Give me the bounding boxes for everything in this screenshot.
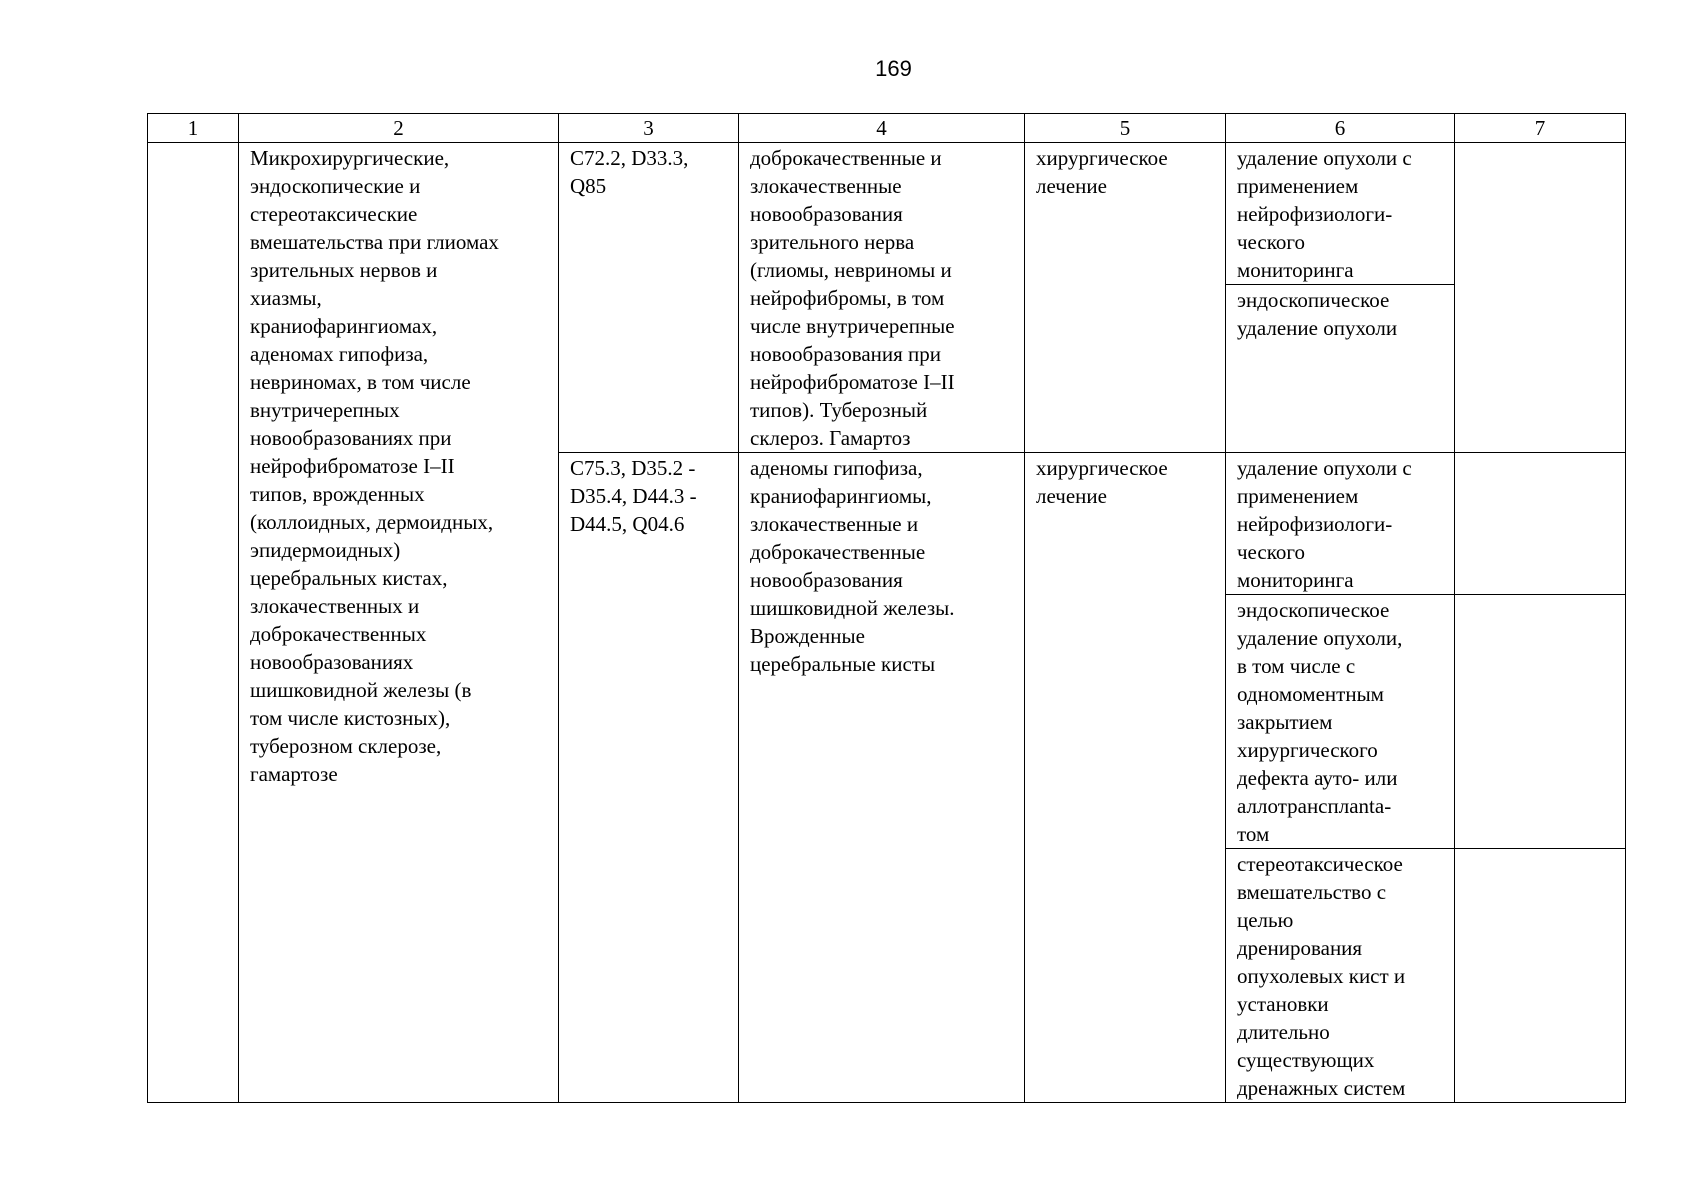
text-line: краниофарингиомах, — [250, 314, 438, 338]
patient-model-text — [750, 144, 1014, 452]
icd-codes-text — [570, 144, 728, 200]
text-line: хирургического — [1237, 738, 1378, 762]
text-line: церебральные кисты — [750, 652, 936, 676]
text-line: лечение — [1036, 174, 1107, 198]
text-line: эндоскопическое — [1237, 598, 1390, 622]
text-line: аллотрансплanta- — [1237, 794, 1392, 818]
text-line: злокачественные — [750, 174, 902, 198]
text-line: удаление опухоли — [1237, 316, 1398, 341]
column-number-row — [148, 114, 1626, 143]
text-line: зрительных нервов и — [250, 258, 438, 282]
text-line: эндоскопические и — [250, 174, 421, 198]
text-line: хирургическое — [1036, 146, 1168, 170]
text-line: целью — [1237, 908, 1294, 932]
text-line: применением — [1237, 484, 1359, 508]
treatment-method-cell — [1226, 453, 1455, 595]
text-line: эндоскопическое — [1237, 288, 1390, 313]
text-line: (коллоидных, дермоидных, — [250, 510, 494, 534]
text-line: ческого — [1237, 540, 1305, 564]
text-line: мониторинга — [1237, 258, 1354, 282]
text-line: шишковидной железы. — [750, 596, 955, 620]
text-line: нейрофиброматозе I–II — [250, 454, 455, 478]
empty-cell — [1455, 849, 1626, 1103]
text-line: доброкачественных — [250, 622, 427, 646]
text-line: ческого — [1237, 230, 1305, 254]
treatment-method-cell — [1226, 849, 1455, 1103]
text-line: длительно — [1237, 1020, 1330, 1044]
text-line: том числе кистозных), — [250, 706, 451, 730]
text-line: одномоментным — [1237, 682, 1384, 706]
empty-cell — [1455, 595, 1626, 849]
text-line: невриномах, в том числе — [250, 370, 471, 394]
col-header-7: 7 — [1455, 114, 1626, 143]
empty-cell — [1455, 143, 1626, 453]
intervention-cell — [239, 143, 559, 1103]
text-line: гамартозе — [250, 762, 338, 786]
treatment-type-text — [1036, 144, 1215, 200]
text-line: нейрофизиологи- — [1237, 202, 1393, 226]
text-line: новообразования при — [750, 342, 942, 366]
text-line: нейрофибромы, в том — [750, 286, 945, 310]
col-header-2: 2 — [239, 114, 559, 143]
medical-care-table — [147, 113, 1626, 1103]
text-line: удаление опухоли, — [1237, 626, 1403, 650]
treatment-method-text — [1237, 454, 1444, 594]
text-line: том — [1237, 822, 1270, 846]
text-line: D44.5, Q04.6 — [570, 512, 685, 536]
text-line: типов). Туберозный — [750, 398, 928, 422]
text-line: церебральных кистах, — [250, 566, 448, 590]
text-line: числе внутричерепные — [750, 314, 955, 338]
text-line: новообразования — [750, 568, 903, 592]
col-header-6: 6 — [1226, 114, 1455, 143]
icd-codes-cell — [559, 143, 739, 453]
table-row — [148, 143, 1626, 285]
treatment-method-text — [1237, 850, 1444, 1102]
text-line: Микрохирургические, — [250, 146, 450, 170]
text-line: закрытием — [1237, 710, 1333, 734]
text-line: Врожденные — [750, 624, 865, 648]
patient-model-text — [750, 454, 1014, 678]
text-line: новообразования — [750, 202, 903, 226]
text-line: краниофарингиомы, — [750, 484, 932, 508]
text-line: C72.2, D33.3, — [570, 146, 689, 170]
text-line: D35.4, D44.3 - — [570, 484, 697, 508]
treatment-type-cell — [1025, 453, 1226, 1103]
text-line: новообразованиях при — [250, 426, 452, 450]
text-line: аденомах гипофиза, — [250, 342, 429, 366]
text-line: новообразованиях — [250, 650, 414, 674]
text-line: аденомы гипофиза, — [750, 456, 923, 480]
text-line: хирургическое — [1036, 456, 1168, 480]
treatment-method-text — [1237, 596, 1444, 848]
text-line: злокачественные и — [750, 512, 919, 536]
text-line: мониторинга — [1237, 568, 1354, 592]
col-header-5: 5 — [1025, 114, 1226, 143]
text-line: лечение — [1036, 484, 1107, 508]
text-line: внутричерепных — [250, 398, 400, 422]
text-line: C75.3, D35.2 - — [570, 456, 696, 480]
text-line: дренажных систем — [1237, 1076, 1406, 1100]
text-line: существующих — [1237, 1048, 1375, 1072]
text-line: злокачественных и — [250, 594, 420, 618]
text-line: доброкачественные и — [750, 146, 942, 170]
treatment-type-text — [1036, 454, 1215, 510]
page-number: 169 — [875, 56, 912, 81]
text-line: стереотаксические — [250, 202, 418, 226]
text-line: нейрофизиологи- — [1237, 512, 1393, 536]
patient-model-cell — [739, 453, 1025, 1103]
text-line: удаление опухоли с — [1237, 146, 1412, 170]
text-line: эпидермоидных) — [250, 538, 401, 562]
text-line: вмешательства при глиомах — [250, 230, 499, 254]
patient-model-cell — [739, 143, 1025, 453]
text-line: вмешательство с — [1237, 880, 1387, 904]
treatment-method-text — [1237, 144, 1444, 284]
text-line: зрительного нерва — [750, 230, 915, 254]
row-number-cell — [148, 143, 239, 1103]
text-line: стереотаксическое — [1237, 852, 1403, 876]
text-line: типов, врожденных — [250, 482, 425, 506]
empty-cell — [1455, 453, 1626, 595]
text-line: установки — [1237, 992, 1329, 1016]
text-line: склероз. Гамартоз — [750, 426, 911, 450]
icd-codes-cell — [559, 453, 739, 1103]
icd-codes-text — [570, 454, 728, 538]
treatment-method-cell — [1226, 143, 1455, 285]
treatment-type-cell — [1025, 143, 1226, 453]
text-line: дренирования — [1237, 936, 1363, 960]
text-line: (глиомы, невриномы и — [750, 258, 952, 282]
treatment-method-text — [1237, 286, 1444, 342]
text-line: Q85 — [570, 174, 607, 198]
treatment-method-cell — [1226, 595, 1455, 849]
text-line: нейрофиброматозе I–II — [750, 370, 955, 394]
text-line: применением — [1237, 174, 1359, 198]
text-line: доброкачественные — [750, 540, 926, 564]
intervention-text — [250, 144, 548, 788]
text-line: шишковидной железы (в — [250, 678, 472, 702]
text-line: удаление опухоли с — [1237, 456, 1412, 480]
treatment-method-cell — [1226, 285, 1455, 453]
text-line: туберозном склерозе, — [250, 734, 442, 758]
col-header-3: 3 — [559, 114, 739, 143]
col-header-4: 4 — [739, 114, 1025, 143]
text-line: хиазмы, — [250, 286, 322, 310]
text-line: в том числе с — [1237, 654, 1356, 678]
text-line: опухолевых кист и — [1237, 964, 1406, 988]
col-header-1: 1 — [148, 114, 239, 143]
text-line: дефекта ауто- или — [1237, 766, 1398, 790]
